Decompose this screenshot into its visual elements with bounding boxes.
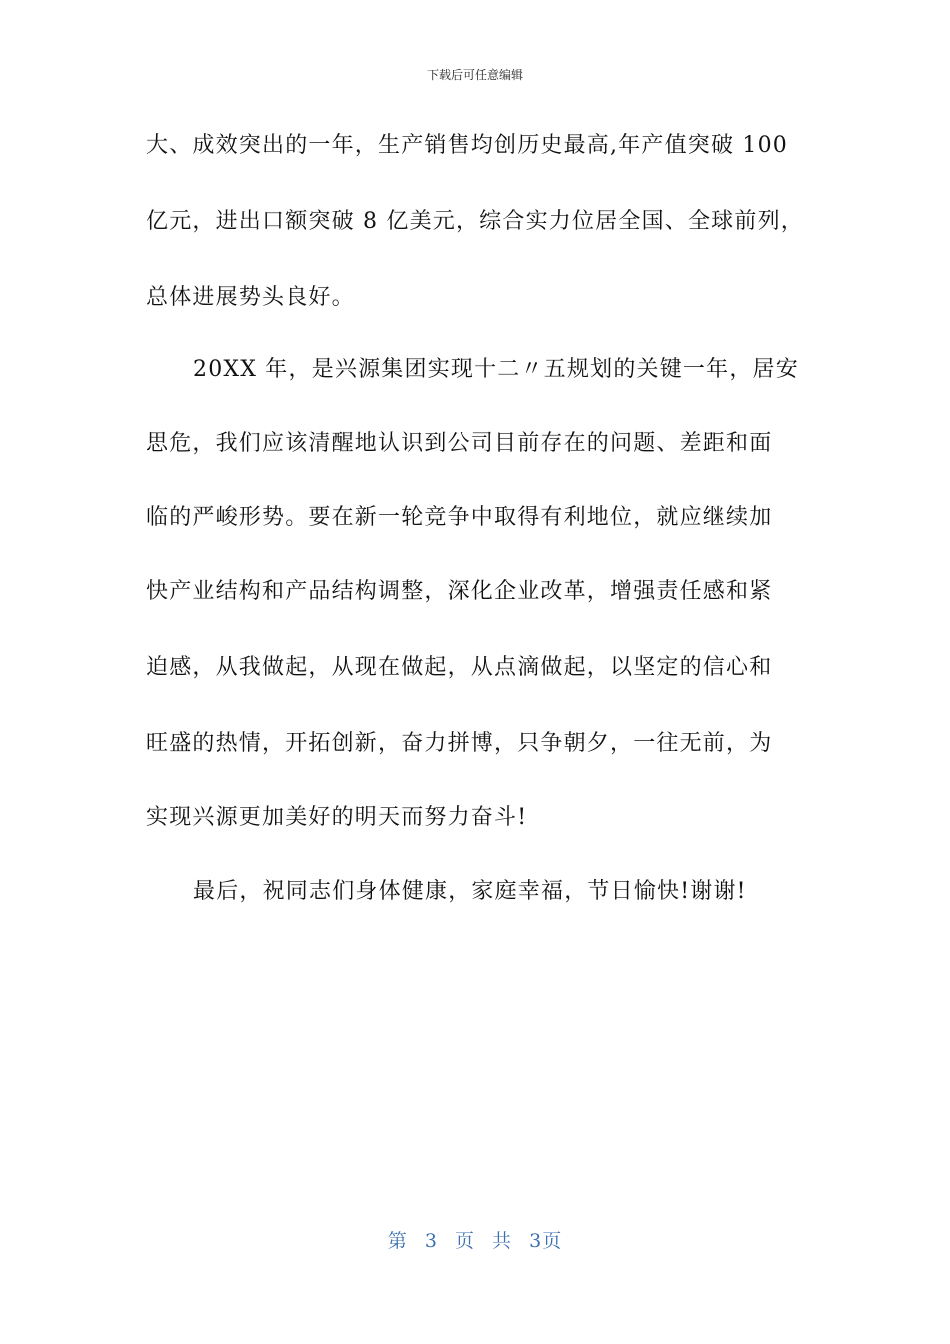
text-line: 思危，我们应该清醒地认识到公司目前存在的问题、差距和面 bbox=[146, 431, 773, 456]
text-line: 旺盛的热情，开拓创新，奋力拼博，只争朝夕，一往无前，为 bbox=[146, 731, 773, 756]
text-line: 最后，祝同志们身体健康，家庭幸福，节日愉快!谢谢! bbox=[193, 879, 747, 904]
footer-label-di: 第 bbox=[387, 1230, 408, 1252]
footer-total-pages: 3页 bbox=[529, 1230, 563, 1252]
text-line: 20XX 年，是兴源集团实现十二〃五规划的关键一年，居安 bbox=[193, 357, 799, 382]
footer-label-ye: 页 bbox=[454, 1230, 475, 1252]
text-line: 亿元，进出口额突破 8 亿美元，综合实力位居全国、全球前列， bbox=[146, 209, 804, 234]
page-footer bbox=[0, 1226, 950, 1253]
footer-label-gong: 共 bbox=[492, 1230, 513, 1252]
text-line: 总体进展势头良好。 bbox=[146, 285, 355, 310]
page-header: 下载后可任意编辑 bbox=[426, 68, 523, 82]
text-line: 迫感，从我做起，从现在做起，从点滴做起，以坚定的信心和 bbox=[146, 655, 773, 680]
footer-current-page: 3 bbox=[424, 1230, 438, 1252]
text-line: 实现兴源更加美好的明天而努力奋斗! bbox=[146, 805, 528, 830]
text-line: 快产业结构和产品结构调整，深化企业改革，增强责任感和紧 bbox=[146, 579, 773, 604]
text-line: 临的严峻形势。要在新一轮竞争中取得有利地位，就应继续加 bbox=[146, 505, 773, 530]
text-line: 大、成效突出的一年，生产销售均创历史最高,年产值突破 100 bbox=[146, 133, 788, 158]
